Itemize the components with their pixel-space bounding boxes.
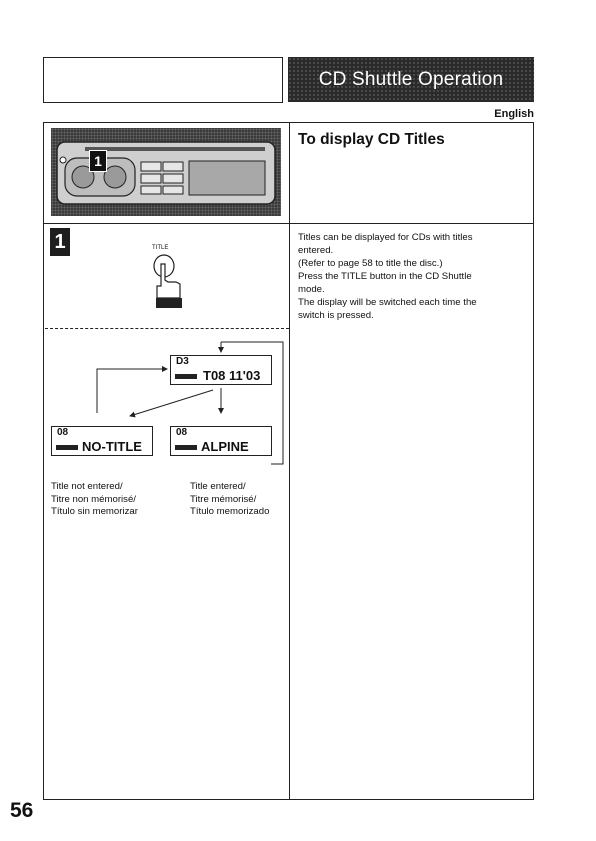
title-button-label: TITLE bbox=[152, 245, 169, 251]
head-unit-illustration bbox=[51, 128, 281, 216]
display-no-title: 08 NO-TITLE bbox=[51, 426, 153, 456]
mode-indicator-icon bbox=[56, 445, 78, 450]
page-number: 56 bbox=[10, 799, 34, 822]
language-label: English bbox=[494, 108, 534, 120]
mode-indicator-icon bbox=[175, 445, 197, 450]
press-button-icon bbox=[150, 252, 186, 312]
display-main: D3 T08 11'03 bbox=[170, 355, 272, 385]
row-divider bbox=[43, 223, 534, 224]
mode-indicator-icon bbox=[175, 374, 197, 379]
head-unit-icon bbox=[51, 128, 281, 216]
blank-header-box bbox=[43, 57, 283, 103]
header-bar bbox=[288, 57, 534, 102]
caption-title-not-entered: Title not entered/ Titre non mémorisé/ Título sin memorizar bbox=[51, 481, 138, 517]
display-alpine: 08 ALPINE bbox=[170, 426, 272, 456]
page-title: CD Shuttle Operation bbox=[318, 68, 504, 90]
caption-title-entered: Title entered/ Titre mémorisé/ Título memorizado bbox=[190, 481, 270, 517]
dashed-divider bbox=[45, 328, 289, 329]
step-description: Titles can be displayed for CDs with titles entered. (Refer to page 58 to title the disc.) Press the TITLE button in the CD Shuttle mode. The display will be switched each time the switch is pressed. bbox=[298, 232, 477, 321]
section-title: To display CD Titles bbox=[298, 131, 445, 148]
step-callout: 1 bbox=[89, 150, 107, 172]
step-number: 1 bbox=[50, 228, 70, 256]
